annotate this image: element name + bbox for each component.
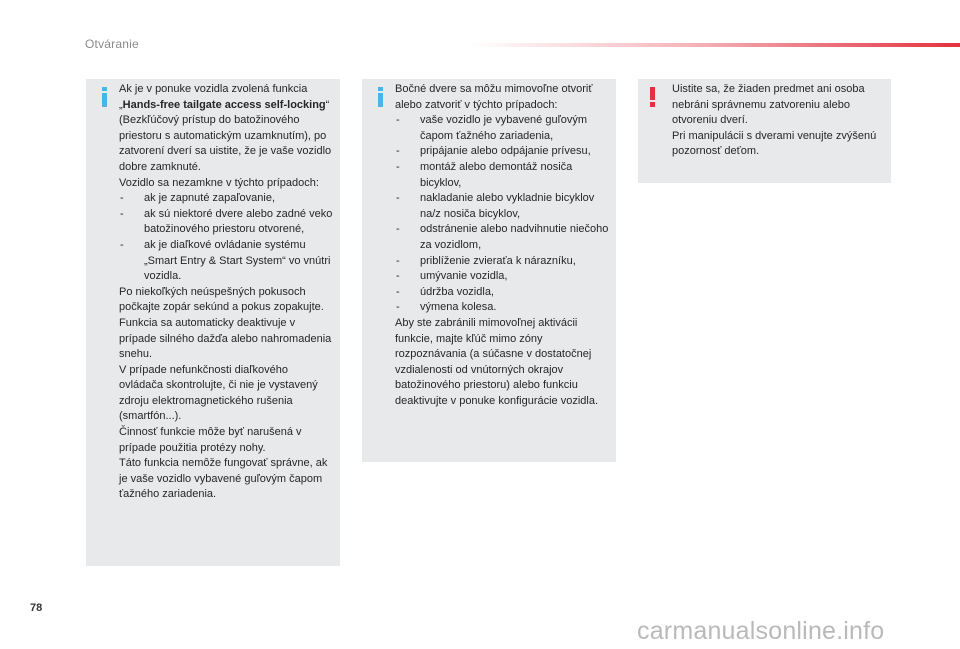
info-box-hands-free (86, 79, 340, 566)
paragraph: Po niekoľkých neúspešných pokusoch počkajte zopár sekúnd a pokus zopakujte. (119, 285, 324, 314)
warning-box (638, 79, 891, 183)
intro-paragraph: Ak je v ponuke vozidla zvolená funkcia „Hands-free tailgate access self-locking“ (Bezkľúčový prístup do batožinového priestoru s automatickým uzamknutím), po zatvorení dverí sa uistite, že je vaše vozidlo dobre zamknuté. (119, 83, 332, 173)
info-box-text (395, 82, 610, 409)
warning-text (672, 82, 885, 160)
cases-list (395, 113, 610, 316)
warning-icon (648, 87, 658, 107)
list-item: - ak sú niektoré dvere alebo zadné veko batožinového priestoru otvorené, (119, 207, 334, 238)
info-box-text (119, 82, 334, 503)
paragraph: Funkcia sa automaticky deaktivuje v prípade silného dažďa alebo nahromadenia snehu. (119, 316, 332, 361)
info-icon (99, 87, 110, 107)
info-box-side-doors (362, 79, 616, 462)
info-icon (375, 87, 386, 107)
outro-paragraph: Aby ste zabránili mimovoľnej aktivácii funkcie, majte kľúč mimo zóny rozpoznávania (a súčasne v dostatočnej vzdialenosti od vnútorných okrajov batožinového priestoru) alebo funkciu deaktivujte v ponuke konfigurácie vozidla. (395, 316, 599, 407)
paragraph: Uistite sa, že žiaden predmet ani osoba nebráni správnemu zatvoreniu alebo otvoreniu dverí. (672, 83, 865, 127)
page-number: 78 (30, 602, 43, 614)
list-item: - umývanie vozidla, (395, 269, 610, 285)
list-item: - priblíženie zvieraťa k nárazníku, (395, 254, 610, 270)
unlock-cases-list (119, 191, 334, 285)
list-item: - výmena kolesa. (395, 300, 610, 316)
list-item: - pripájanie alebo odpájanie prívesu, (395, 144, 610, 160)
list-item: - montáž alebo demontáž nosiča bicyklov, (395, 160, 610, 191)
feature-name: Hands-free tailgate access self-locking (122, 98, 326, 111)
list-item: - odstránenie alebo nadvihnutie niečoho za vozidlom, (395, 222, 610, 253)
header-accent-bar (470, 43, 960, 47)
list-item: - ak je zapnuté zapaľovanie, (119, 191, 334, 207)
paragraph: Činnosť funkcie môže byť narušená v prípade použitia protézy nohy. (119, 426, 302, 454)
chapter-title: Otváranie (85, 37, 139, 51)
intro-paragraph: Bočné dvere sa môžu mimovoľne otvoriť alebo zatvoriť v týchto prípadoch: (395, 83, 593, 111)
paragraph: V prípade nefunkčnosti diaľkového ovládača skontrolujte, či nie je vystavený zdroju elektromagnetického rušenia (smartfón...). (119, 363, 318, 423)
paragraph: Pri manipulácii s dverami venujte zvýšenú pozornosť deťom. (672, 129, 877, 158)
paragraph: Táto funkcia nemôže fungovať správne, ak je vaše vozidlo vybavené guľovým čapom ťažného zariadenia. (119, 457, 328, 501)
list-item: - údržba vozidla, (395, 285, 610, 301)
watermark: carmanualsonline.info (637, 617, 885, 645)
list-item: - vaše vozidlo je vybavené guľovým čapom ťažného zariadenia, (395, 113, 610, 144)
unlock-intro: Vozidlo sa nezamkne v týchto prípadoch: (119, 176, 319, 189)
list-item: - ak je diaľkové ovládanie systému „Smart Entry & Start System“ vo vnútri vozidla. (119, 238, 334, 285)
list-item: - nakladanie alebo vykladnie bicyklov na/z nosiča bicyklov, (395, 191, 610, 222)
